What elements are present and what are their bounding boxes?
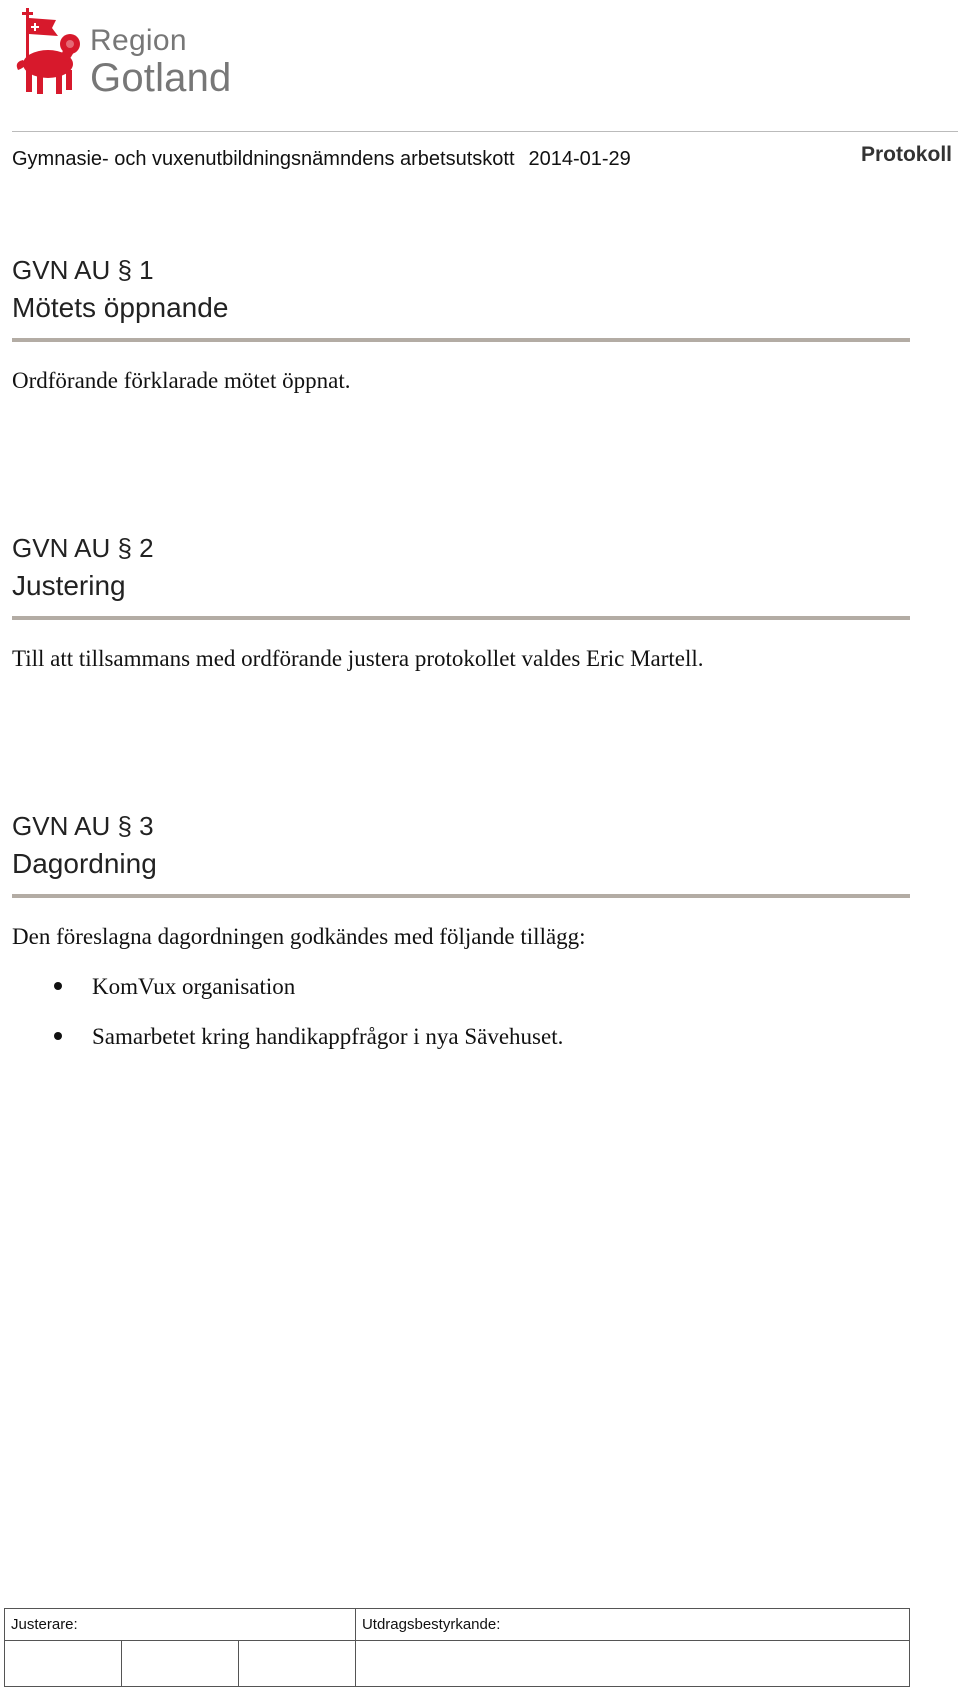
justerare-label: Justerare: [11,1616,78,1633]
utdrag-signature-box [355,1641,909,1687]
region-gotland-logo [12,8,242,98]
section-text: Ordförande förklarade mötet öppnat. [12,368,351,393]
logo-text [90,26,232,98]
bullet-icon [54,1032,62,1040]
meeting-title: Gymnasie- och vuxenutbildningsnämndens arbetsutskott [12,148,515,170]
meeting-header [12,148,631,171]
utdrag-cell [355,1609,909,1641]
lamb-emblem-icon [12,8,86,96]
utdrag-label: Utdragsbestyrkande: [361,1616,501,1633]
section-title: Mötets öppnande [12,292,229,323]
meeting-date: 2014-01-29 [528,148,631,170]
signature-box [238,1641,355,1687]
section-text: Den föreslagna dagordningen godkändes med följande tillägg: [12,924,586,949]
list-item-text: Samarbetet kring handikappfrågor i nya Sävehuset. [92,1024,564,1049]
list-item [12,972,910,1002]
section-divider [12,616,910,620]
list-item [12,1022,910,1052]
signature-table [4,1608,910,1687]
bullet-list [12,972,910,1052]
section-1 [12,252,910,396]
section-2 [12,530,910,674]
section-divider [12,338,910,342]
section-number: GVN AU § 2 [12,533,154,563]
bullet-icon [54,982,62,990]
section-divider [12,894,910,898]
section-number: GVN AU § 3 [12,811,154,841]
list-item-text: KomVux organisation [92,974,296,999]
document-type: Protokoll [860,143,952,166]
section-3 [12,808,910,1052]
justerare-cell [5,1609,356,1641]
section-number: GVN AU § 1 [12,255,154,285]
logo-line-region: Region [90,24,187,57]
header-divider [12,131,958,132]
section-text: Till att tillsammans med ordförande justera protokollet valdes Eric Martell. [12,646,704,671]
section-title: Dagordning [12,848,157,879]
signature-box [5,1641,122,1687]
logo-line-gotland: Gotland [90,56,232,100]
signature-box [121,1641,238,1687]
section-title: Justering [12,570,126,601]
